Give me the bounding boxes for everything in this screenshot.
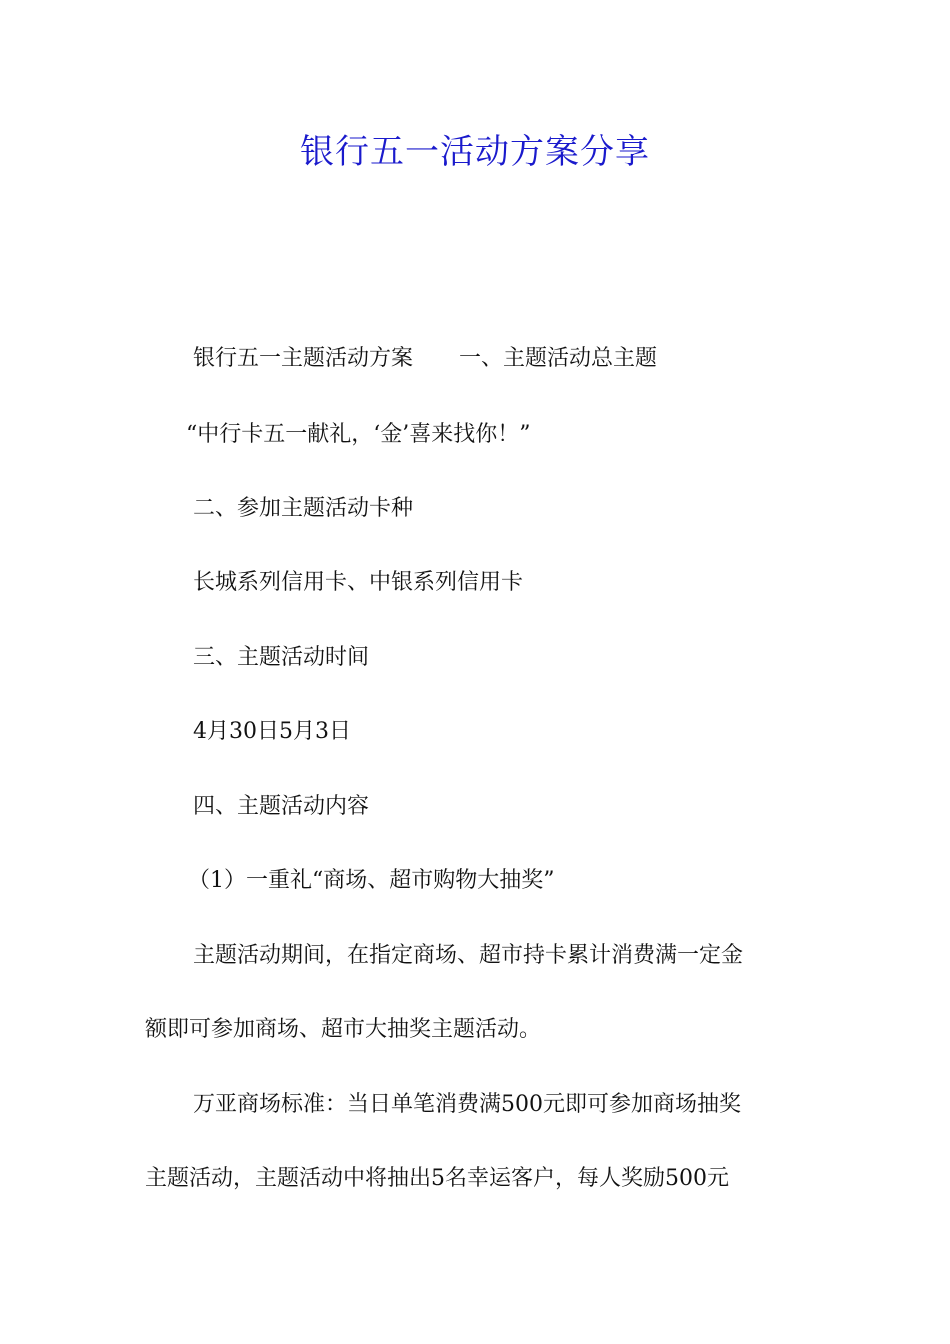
section-one-heading: 一、主题活动总主题 <box>459 346 658 371</box>
paragraph-activity-line-2: 额即可参加商场、超市大抽奖主题活动。 <box>145 1017 542 1042</box>
plan-title-text: 银行五一主题活动方案 <box>193 346 414 371</box>
paragraph-card-types: 长城系列信用卡、中银系列信用卡 <box>193 570 524 595</box>
paragraph-slogan: “中行卡五一献礼，‘金’喜来找你！” <box>186 422 531 447</box>
section-four-heading: 四、主题活动内容 <box>193 794 370 819</box>
paragraph-dates: 4月30日5月3日 <box>193 719 351 744</box>
document-title: 银行五一活动方案分享 <box>300 132 650 172</box>
subsection-one-heading: （1）一重礼“商场、超市购物大抽奖” <box>188 868 555 893</box>
paragraph-activity-line-1: 主题活动期间，在指定商场、超市持卡累计消费满一定金 <box>193 943 744 968</box>
section-two-heading: 二、参加主题活动卡种 <box>193 496 414 521</box>
paragraph-plan-heading <box>193 344 657 374</box>
paragraph-wanya-line-2: 主题活动，主题活动中将抽出5名幸运客户，每人奖励500元 <box>145 1166 729 1191</box>
paragraph-wanya-line-1: 万亚商场标准：当日单笔消费满500元即可参加商场抽奖 <box>193 1092 741 1117</box>
section-three-heading: 三、主题活动时间 <box>193 645 370 670</box>
